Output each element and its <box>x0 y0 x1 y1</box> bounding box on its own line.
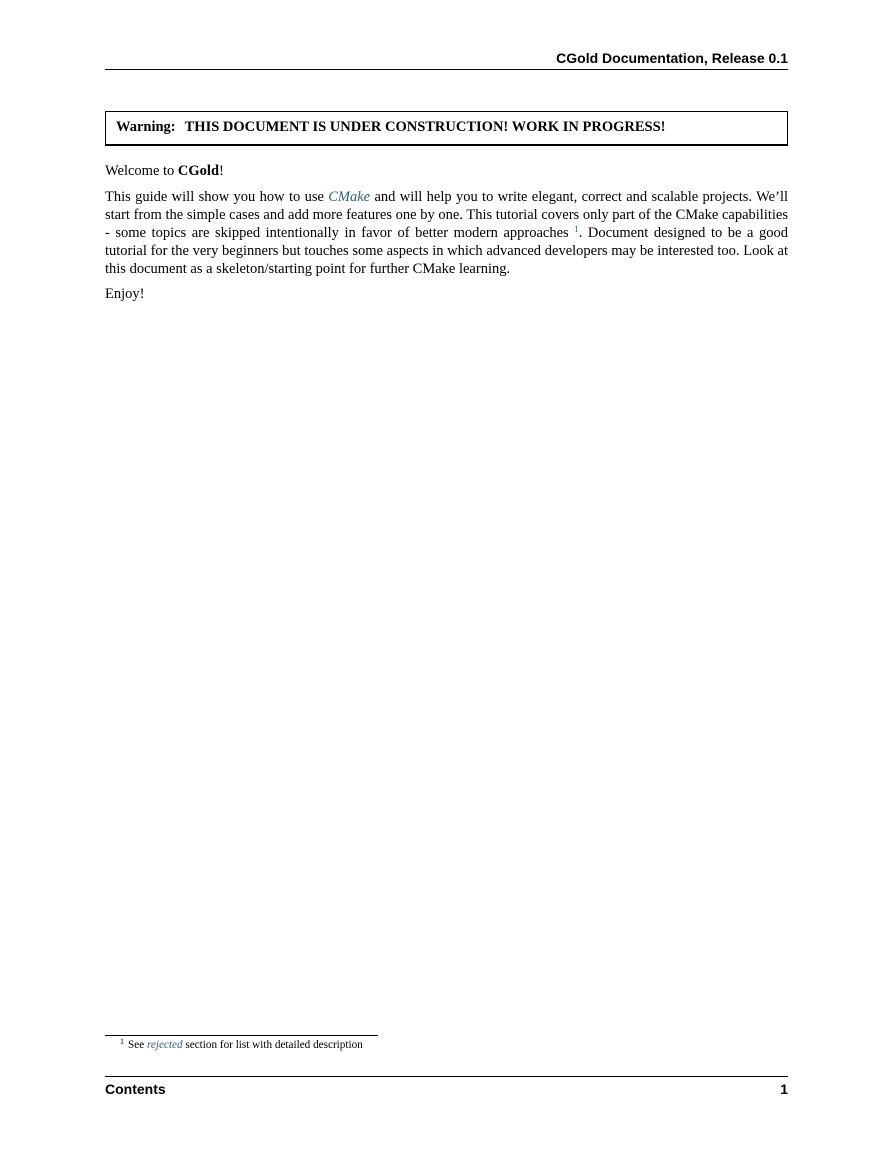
intro-text-2: and will help you to write elegant, correct and scalable projects. We’ll start from the simple cases and add more features one by one. This tutorial covers only part of the CMake capabilities - some topics are skipped intentionally in favor of better modern approaches <box>105 189 788 241</box>
intro-text-3: . Document designed to be a good tutorial for the very beginners but touches some aspects in which advanced developers may be interested too. Look at this document as a skeleton/starting point for further CMake learning. <box>105 224 788 277</box>
welcome-suffix: ! <box>219 163 224 179</box>
footnote <box>120 1038 363 1052</box>
warning-message: THIS DOCUMENT IS UNDER CONSTRUCTION! WORK IN PROGRESS! <box>184 119 666 135</box>
warning-content <box>116 119 665 136</box>
document-title: CGold Documentation, Release 0.1 <box>556 50 788 66</box>
intro-paragraph <box>105 189 788 279</box>
footnote-divider <box>105 1035 378 1036</box>
warning-admonition <box>105 111 788 146</box>
footnote-prefix: See <box>128 1039 147 1051</box>
rejected-link[interactable]: rejected <box>146 1039 183 1051</box>
closing-paragraph: Enjoy! <box>105 286 145 302</box>
footer-section: Contents <box>105 1081 166 1097</box>
warning-label: Warning: <box>116 119 176 135</box>
intro-text-1: This guide will show you how to use <box>105 189 329 205</box>
welcome-prefix: Welcome to <box>105 163 178 179</box>
footnote-reference[interactable]: 1 <box>574 223 579 234</box>
page-number: 1 <box>780 1081 788 1097</box>
footnote-number: 1 <box>120 1037 124 1046</box>
footnote-suffix: section for list with detailed description <box>182 1039 363 1051</box>
cmake-link[interactable]: CMake <box>328 189 371 205</box>
running-header <box>105 50 788 70</box>
welcome-paragraph <box>105 163 788 181</box>
project-name: CGold <box>177 163 220 179</box>
running-footer <box>105 1076 788 1097</box>
